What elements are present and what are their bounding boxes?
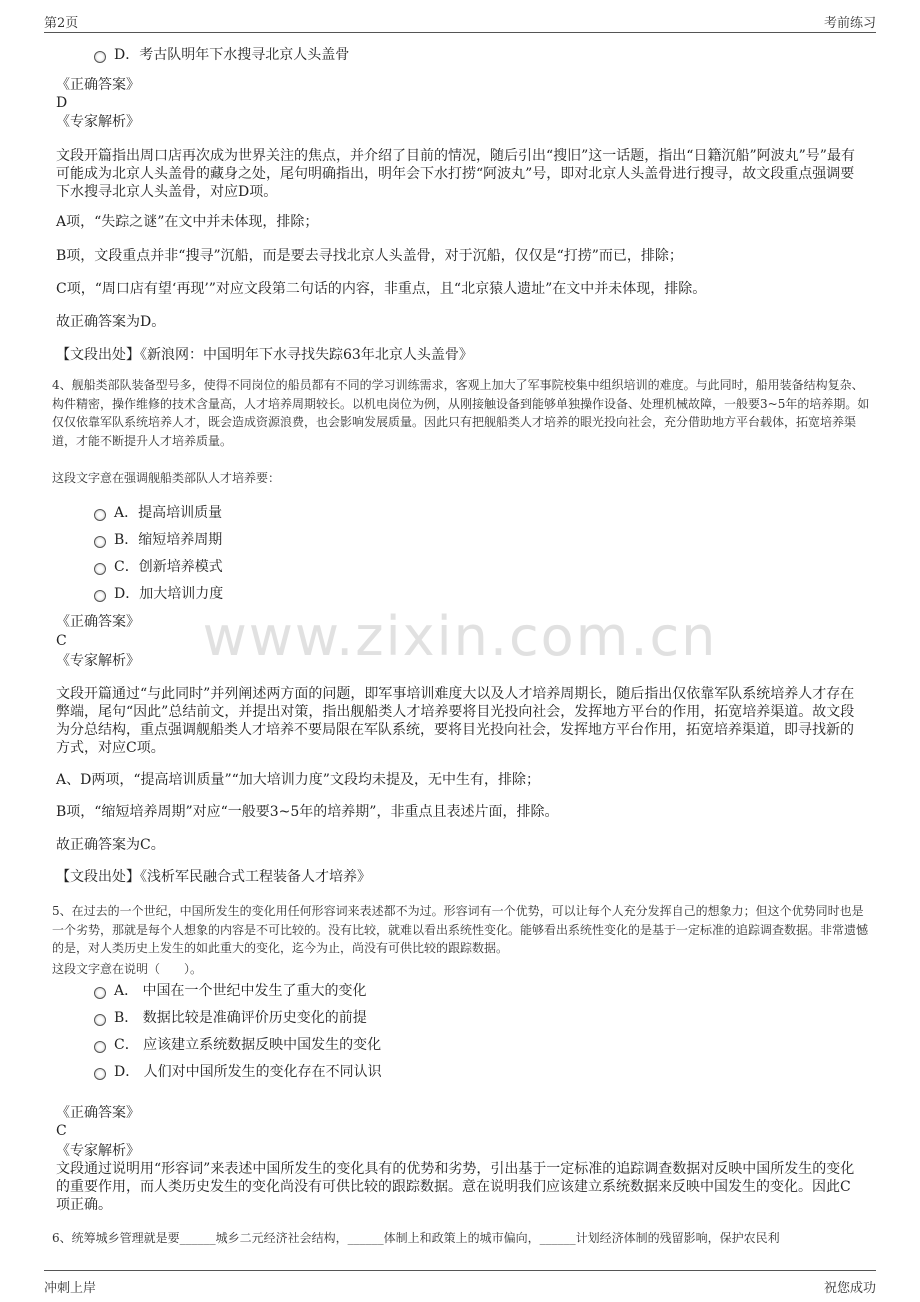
q5-option-d[interactable] <box>94 1063 382 1081</box>
q4-answer-label: 《正确答案》 <box>56 614 140 630</box>
footer-left: 冲刺上岸 <box>44 1281 97 1296</box>
q3-analysis-text: 文段开篇指出周口店再次成为世界关注的焦点，并介绍了目前的情况，随后引出“搜旧”这一话题，指出“日籍沉船”阿波丸”号”最有可能成为北京人头盖骨的藏身之处，尾句明确指出，明年会下水打捞“阿波丸”号，即对北京人头盖骨进行搜寻，故文段重点强调要下水搜寻北京人头盖骨，对应D项。 <box>56 148 855 200</box>
footer-divider <box>44 1270 876 1271</box>
q5-option-a[interactable] <box>94 982 367 1000</box>
q4-stem: 4、舰船类部队装备型号多，使得不同岗位的船员都有不同的学习训练需求，客观上加大了军事院校集中组织培训的难度。与此同时，船用装备结构复杂、构件精密，操作维修的技术含量高，人才培养周期较长。以机电岗位为例，从刚接触设备到能够单独操作设备、处理机械故障，一般要3~5年的培养期。如仅仅依靠军队系统培养人才，既会造成资源浪费，也会影响发展质量。因此只有把舰船类人才培养的眼光投向社会，充分借助地方平台载体，拓宽培养渠道，才能不断提升人才培养质量。 <box>52 378 870 448</box>
q3-analysis-c: C项，“周口店有望‘再现’”对应文段第二句话的内容，非重点，且“北京猿人遗址”在文中并未体现，排除。 <box>56 281 707 297</box>
q4-option-label: C．创新培养模式 <box>114 559 223 575</box>
q4-option-d[interactable] <box>94 585 223 603</box>
q5-answer: C <box>56 1123 67 1139</box>
q5-stem: 5、在过去的一个世纪，中国所发生的变化用任何形容词来表述都不为过。形容词有一个优势，可以让每个人充分发挥自己的想象力；但这个优势同时也是一个劣势，那就是每个人想象的内容是不可比较的。没有比较，就难以看出系统性变化。能够看出系统性变化的是基于一定标准的追踪调查数据。非常遗憾的是，对人类历史上发生的如此重大的变化，迄今为止，尚没有可供比较的跟踪数据。 <box>52 904 869 955</box>
footer-right: 祝您成功 <box>823 1281 876 1296</box>
q4-analysis-label: 《专家解析》 <box>56 653 140 669</box>
q4-option-label: A．提高培训质量 <box>114 505 223 521</box>
radio-icon[interactable] <box>94 51 106 63</box>
q3-answer-label: 《正确答案》 <box>56 77 140 93</box>
q3-conclusion: 故正确答案为D。 <box>56 314 166 330</box>
q4-option-b[interactable] <box>94 531 222 549</box>
radio-icon[interactable] <box>94 1014 106 1026</box>
q5-analysis-text: 文段通过说明用“形容词”来表述中国所发生的变化具有的优势和劣势，引出基于一定标准的追踪调查数据对反映中国所发生的变化的重要作用，而人类历史发生的变化尚没有可供比较的跟踪数据。意在说明我们应该建立系统数据来反映中国发生的变化。因此C项正确。 <box>56 1161 855 1213</box>
q5-answer-label: 《正确答案》 <box>56 1105 140 1121</box>
q4-option-c[interactable] <box>94 558 223 576</box>
q4-source: 【文段出处】《浅析军民融合式工程装备人才培养》 <box>56 869 371 885</box>
watermark: www.zixin.com.cn <box>202 605 718 668</box>
header-title: 考前练习 <box>823 16 876 31</box>
q6-stem: 6、统筹城乡管理就是要______城乡二元经济社会结构，______体制上和政策上的城市偏向，______计划经济体制的残留影响，保护农民利 <box>52 1231 780 1245</box>
radio-icon[interactable] <box>94 563 106 575</box>
radio-icon[interactable] <box>94 590 106 602</box>
q4-option-label: D．加大培训力度 <box>114 586 224 602</box>
q4-option-label: B．缩短培养周期 <box>114 532 223 548</box>
header-divider <box>44 32 876 33</box>
q5-question: 这段文字意在说明（ ）。 <box>52 962 203 976</box>
q4-option-a[interactable] <box>94 504 222 522</box>
q3-source: 【文段出处】《新浪网：中国明年下水寻找失踪63年北京人头盖骨》 <box>56 347 473 363</box>
q5-option-label: B． 数据比较是准确评价历史变化的前提 <box>114 1010 367 1026</box>
q4-answer: C <box>56 633 67 649</box>
radio-icon[interactable] <box>94 536 106 548</box>
q4-analysis-b: B项，“缩短培养周期”对应“一般要3~5年的培养期”，非重点且表述片面，排除。 <box>56 804 559 820</box>
q5-option-label: A． 中国在一个世纪中发生了重大的变化 <box>114 983 367 999</box>
q4-question: 这段文字意在强调舰船类部队人才培养要： <box>52 471 281 485</box>
q3-option-d-label: D．考古队明年下水搜寻北京人头盖骨 <box>114 47 350 63</box>
q5-option-label: C． 应该建立系统数据反映中国发生的变化 <box>114 1037 382 1053</box>
q4-analysis-text: 文段开篇通过“与此同时”并列阐述两方面的问题，即军事培训难度大以及人才培养周期长，随后指出仅依靠军队系统培养人才存在弊端，尾句“因此”总结前文，并提出对策，指出舰船类人才培养要将目光投向社会，发挥地方平台的作用，拓宽培养渠道。故文段为分总结构，重点强调舰船类人才培养不要局限在军队系统，要将目光投向社会，发挥地方平台作用，拓宽培养渠道，即寻找新的方式，对应C项。 <box>56 686 855 756</box>
radio-icon[interactable] <box>94 1068 106 1080</box>
q5-option-label: D． 人们对中国所发生的变化存在不同认识 <box>114 1064 382 1080</box>
page-number: 第2页 <box>44 16 79 31</box>
q3-analysis-a: A项，“失踪之谜”在文中并未体现，排除； <box>56 214 319 230</box>
q4-conclusion: 故正确答案为C。 <box>56 837 165 853</box>
radio-icon[interactable] <box>94 1041 106 1053</box>
q3-option-d[interactable] <box>94 46 349 64</box>
q3-analysis-b: B项，文段重点并非“搜寻”沉船，而是要去寻找北京人头盖骨，对于沉船，仅仅是“打捞”而已，排除； <box>56 248 683 264</box>
q5-option-c[interactable] <box>94 1036 381 1054</box>
q4-analysis-ad: A、D两项，“提高培训质量”“加大培训力度”文段均未提及，无中生有，排除； <box>56 772 540 788</box>
q3-answer: D <box>56 95 68 111</box>
radio-icon[interactable] <box>94 987 106 999</box>
q5-analysis-label: 《专家解析》 <box>56 1143 140 1159</box>
q5-option-b[interactable] <box>94 1009 367 1027</box>
q3-analysis-label: 《专家解析》 <box>56 114 140 130</box>
radio-icon[interactable] <box>94 509 106 521</box>
